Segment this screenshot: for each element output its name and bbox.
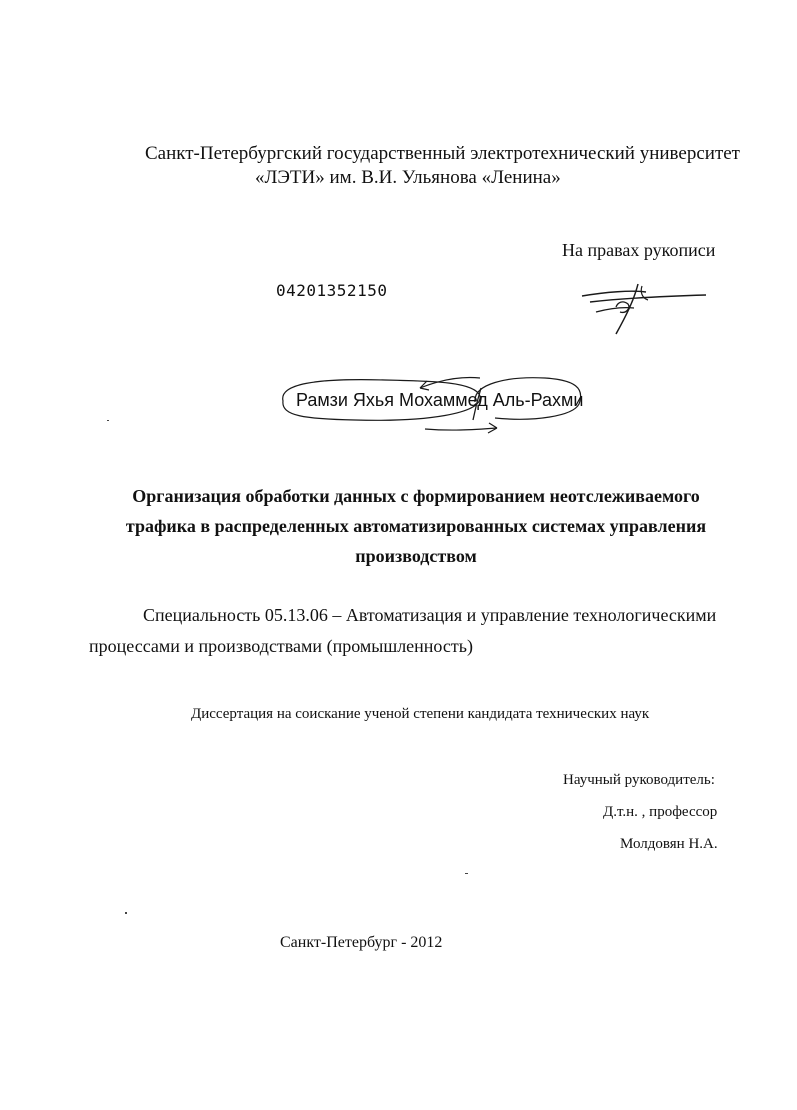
specialty-line1: Специальность 05.13.06 – Автоматизация и управление технологическими	[143, 605, 717, 625]
university-name-line1: Санкт-Петербургский государственный электротехнический университет	[145, 143, 740, 164]
supervisor-degree: Д.т.н. , профессор	[603, 804, 718, 820]
dissertation-degree: Диссертация на соискание ученой степени кандидата технических наук	[191, 706, 650, 722]
university-name-line2: «ЛЭТИ» им. В.И. Ульянова «Ленина»	[255, 167, 561, 188]
scan-speck	[107, 420, 109, 421]
scan-speck	[125, 912, 127, 914]
dissertation-title: Организация обработки данных с формированием неотслеживаемого трафика в распределенных автоматизированных системах управления производством	[125, 486, 707, 566]
author-name: Рамзи Яхья Мохаммед Аль-Рахми	[296, 390, 584, 410]
supervisor-name: Молдовян Н.А.	[620, 836, 718, 852]
rights-note: На правах рукописи	[562, 240, 716, 260]
city-year: Санкт-Петербург - 2012	[280, 934, 443, 951]
supervisor-label: Научный руководитель:	[563, 772, 715, 788]
scan-speck	[465, 873, 468, 874]
signature-image	[576, 282, 712, 337]
specialty-line2: процессами и производствами (промышленность)	[89, 636, 473, 656]
registration-code: 04201352150	[276, 281, 388, 300]
